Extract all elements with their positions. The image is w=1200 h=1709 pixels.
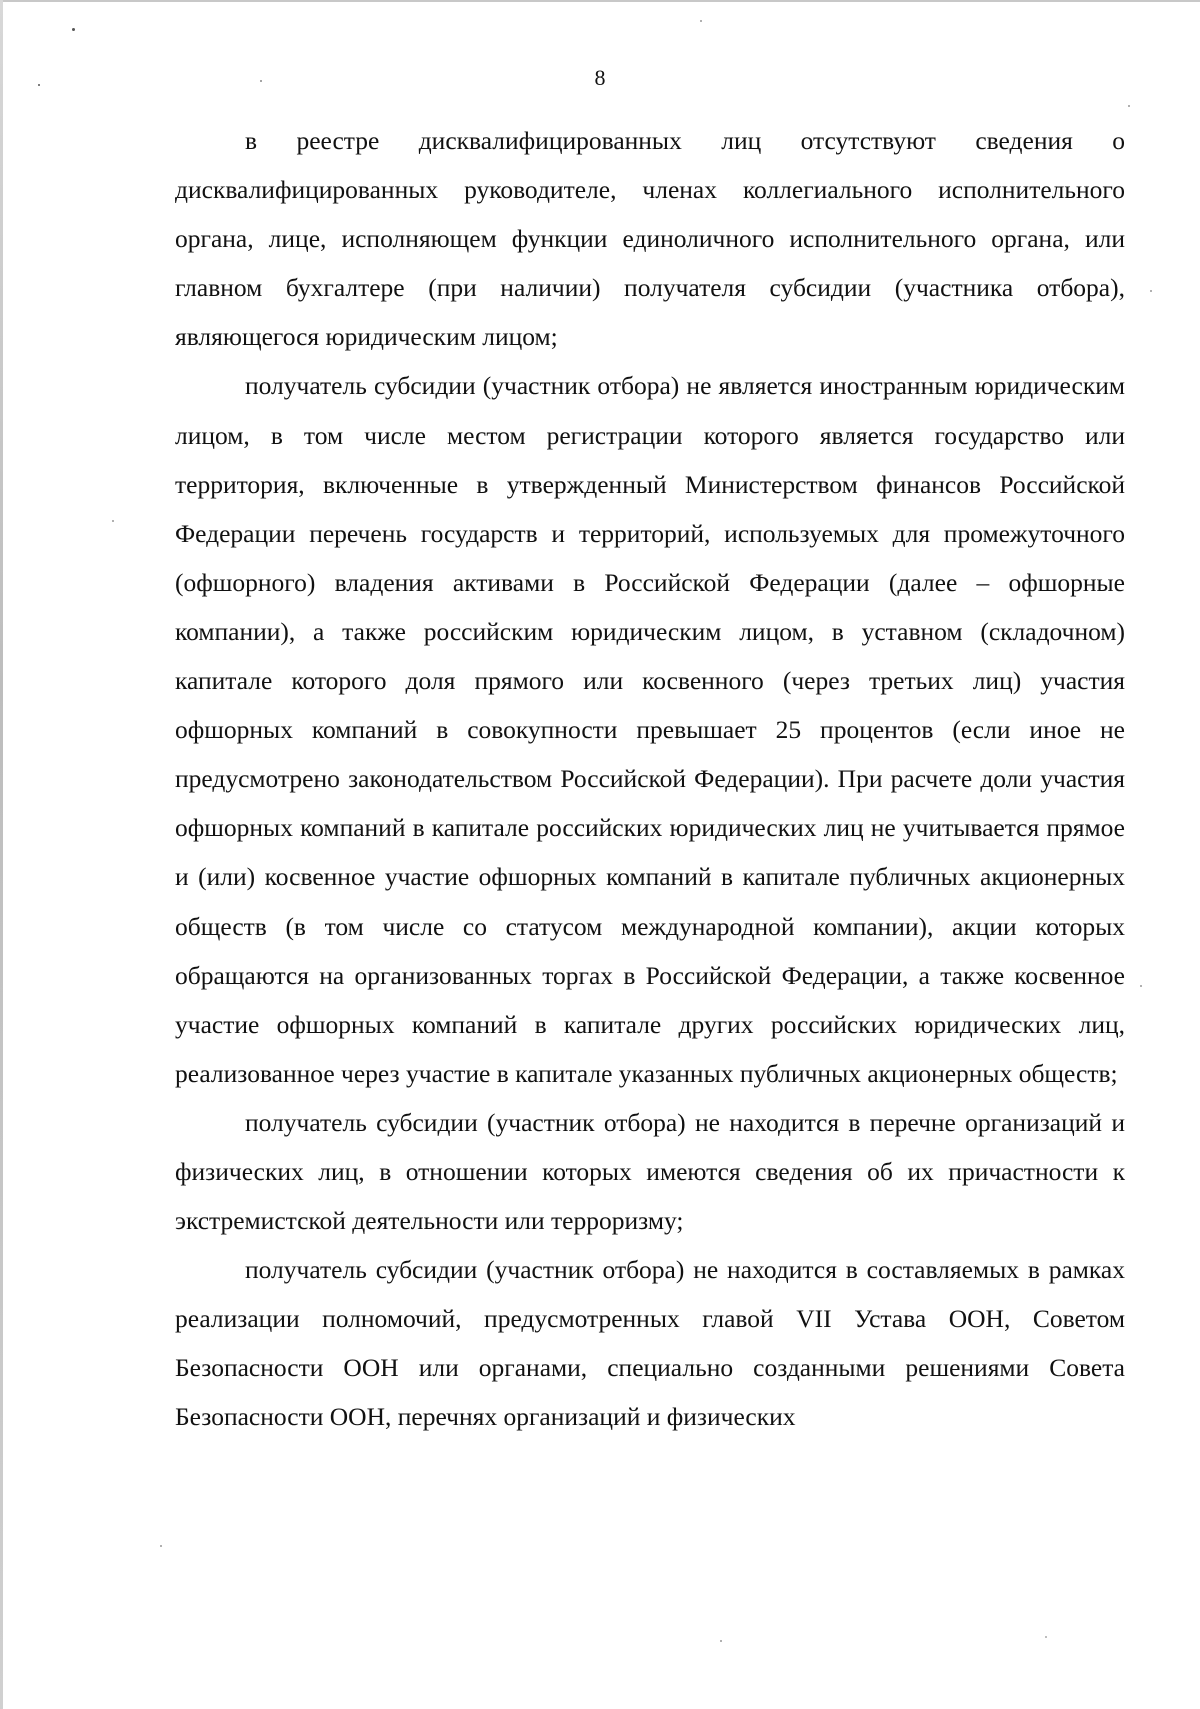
paragraph-un-security-council: получатель субсидии (участник отбора) не находится в составляемых в рамках реализации полномочий, предусмотренных главой VII Устава ООН, Советом Безопасности ООН или органами, специально созданными решениями Совета Безопасности ООН, перечнях организаций и физических [175,1255,1125,1432]
scan-speck [72,28,75,31]
scan-left-edge [0,0,3,1709]
scan-speck [1128,105,1130,107]
page-number: 8 [594,65,606,90]
paragraph-extremism-list: получатель субсидии (участник отбора) не находится в перечне организаций и физических лиц, в отношении которых имеются сведения об их причастности к экстремистской деятельности или терроризму; [175,1107,1125,1236]
paragraph-disqualified-registry: в реестре дисквалифицированных лиц отсутствуют сведения о дисквалифицированных руководителе, членах коллегиального исполнительного органа, лице, исполняющем функции единоличного исполнительного органа, или главном бухгалтере (при наличии) получателя субсидии (участника отбора), являющегося юридическим лицом; [175,126,1125,352]
scan-speck [720,1640,722,1642]
scan-speck [1140,985,1142,987]
scan-speck [1150,290,1152,292]
scan-speck [1045,1636,1047,1638]
scan-speck [38,84,40,86]
scan-top-edge [0,0,1200,2]
document-body [175,116,1125,1442]
paragraph-offshore-companies: получатель субсидии (участник отбора) не является иностранным юридическим лицом, в том числе местом регистрации которого является государство или территория, включенные в утвержденный Министерством финансов Российской Федерации перечень государств и территорий, используемых для промежуточного (офшорного) владения активами в Российской Федерации (далее – офшорные компании), а также российским юридическим лицом, в уставном (складочном) капитале которого доля прямого или косвенного (через третьих лиц) участия офшорных компаний в совокупности превышает 25 процентов (если иное не предусмотрено законодательством Российской Федерации). При расчете доли участия офшорных компаний в капитале российских юридических лиц не учитывается прямое и (или) косвенное участие офшорных компаний в капитале публичных акционерных обществ (в том числе со статусом международной компании), акции которых обращаются на организованных торгах в Российской Федерации, а также косвенное участие офшорных компаний в капитале других российских юридических лиц, реализованное через участие в капитале указанных публичных акционерных обществ; [175,371,1125,1088]
scan-speck [700,20,702,22]
scan-speck [112,520,114,522]
scan-speck [160,1545,162,1547]
scan-speck [260,80,262,82]
